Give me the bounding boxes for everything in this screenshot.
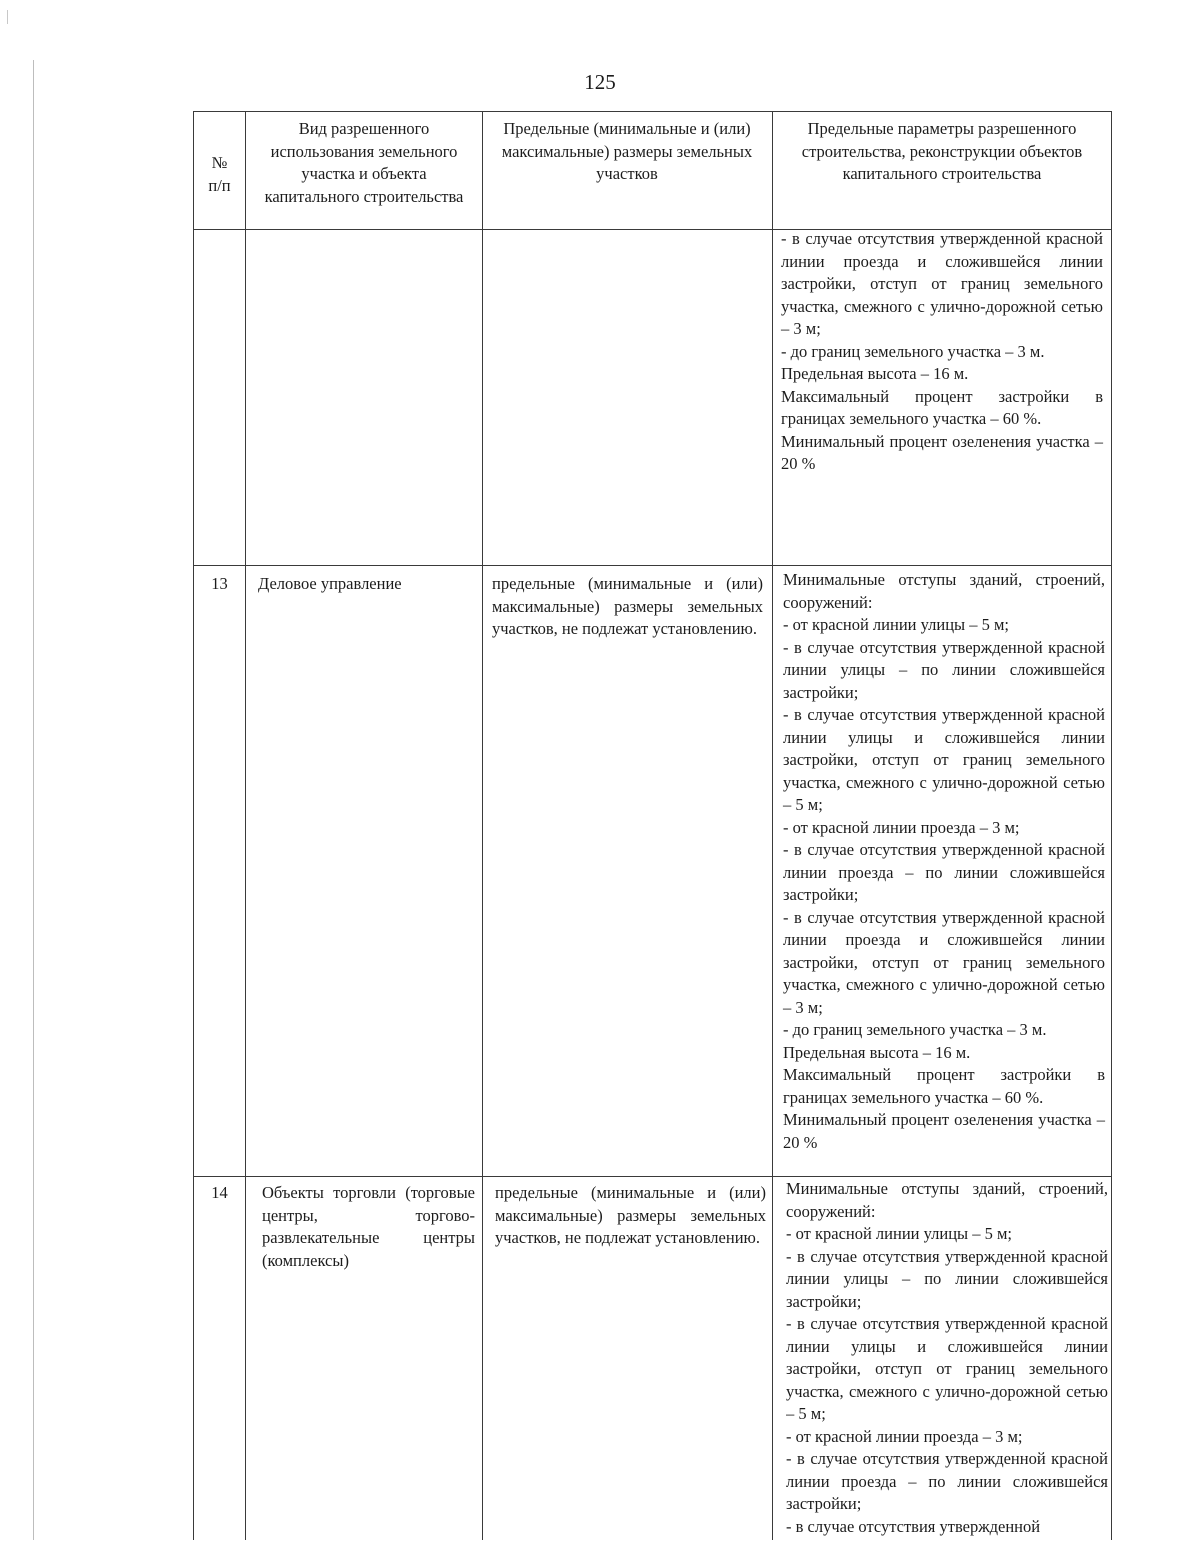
param-line: Максимальный процент застройки в границах земельного участка – 60 %. [783, 1065, 1105, 1107]
param-line: - до границ земельного участка – 3 м. [781, 341, 1045, 361]
table-rule [245, 111, 246, 1540]
param-line: - от красной линии проезда – 3 м; [786, 1426, 1023, 1446]
row-13-plot-size: предельные (минимальные и (или) максимальные) размеры земельных участков, не подлежат установлению. [492, 574, 763, 638]
table-rule [1111, 111, 1112, 1540]
header-number [194, 152, 245, 197]
table-rule [193, 111, 1111, 112]
scan-artifact-mark [7, 10, 8, 24]
header-number-sign: № [211, 153, 228, 172]
params-cell-continued [781, 228, 1103, 476]
header-number-abbrev: п/п [208, 175, 231, 195]
param-line: Минимальные отступы зданий, строений, сооружений: [786, 1179, 1108, 1221]
table-rule [193, 1176, 1111, 1177]
table-rule [772, 111, 773, 1540]
header-build-params: Предельные параметры разрешенного строительства, реконструкции объектов капитального строительства [801, 119, 1083, 183]
param-line: - в случае отсутствия утвержденной [786, 1516, 1041, 1536]
row-13-number: 13 [211, 574, 228, 593]
page-number: 125 [584, 70, 616, 94]
table-rule [193, 565, 1111, 566]
param-line: - в случае отсутствия утвержденной красной линии проезда и сложившейся линии застройки, отступ от границ земельного участка, смежного с улично-дорожной сетью – 3 м; [781, 229, 1103, 338]
scan-page-edge [33, 60, 34, 1540]
row-14-number: 14 [211, 1183, 228, 1202]
param-line: - в случае отсутствия утвержденной красной линии улицы и сложившейся линии застройки, отступ от границ земельного участка, смежного с улично-дорожной сетью – 5 м; [786, 1314, 1108, 1423]
table-rule [482, 111, 483, 1540]
param-line: - в случае отсутствия утвержденной красной линии проезда – по линии сложившейся застройки; [786, 1449, 1108, 1513]
param-line: - от красной линии проезда – 3 м; [783, 817, 1020, 837]
param-line: - от красной линии улицы – 5 м; [786, 1224, 1013, 1243]
row-14-plot-size: предельные (минимальные и (или) максимальные) размеры земельных участков, не подлежат установлению. [495, 1183, 766, 1247]
param-line: Минимальный процент озеленения участка – 20 % [781, 431, 1103, 473]
param-line: - в случае отсутствия утвержденной красной линии проезда и сложившейся линии застройки, отступ от границ земельного участка, смежного с улично-дорожной сетью – 3 м; [783, 907, 1105, 1017]
row-14-use-type: Объекты торговли (торговые центры, торгово-развлекательные центры (комплексы) [262, 1183, 475, 1270]
param-line: Минимальный процент озеленения участка – 20 % [783, 1110, 1105, 1152]
param-line: - в случае отсутствия утвержденной красной линии проезда – по линии сложившейся застройки; [783, 840, 1105, 904]
header-use-type: Вид разрешенного использования земельного участка и объекта капитального строительства [264, 119, 464, 206]
table-rule [193, 111, 194, 1540]
param-line: - в случае отсутствия утвержденной красной линии улицы – по линии сложившейся застройки; [786, 1246, 1108, 1311]
param-line: Минимальные отступы зданий, строений, сооружений: [783, 570, 1105, 612]
param-line: Предельная высота – 16 м. [783, 1042, 971, 1062]
header-plot-size: Предельные (минимальные и (или) максимальные) размеры земельных участков [501, 119, 753, 183]
param-line: Предельная высота – 16 м. [781, 364, 969, 383]
row-13-use-type: Деловое управление [258, 574, 402, 593]
param-line: Максимальный процент застройки в границах земельного участка – 60 %. [781, 386, 1103, 428]
param-line: - в случае отсутствия утвержденной красной линии улицы и сложившейся линии застройки, отступ от границ земельного участка, смежного с улично-дорожной сетью – 5 м; [783, 705, 1105, 814]
row-13-params [783, 569, 1105, 1154]
param-line: - от красной линии улицы – 5 м; [783, 615, 1010, 634]
param-line: - в случае отсутствия утвержденной красной линии улицы – по линии сложившейся застройки; [783, 637, 1105, 702]
param-line: - до границ земельного участка – 3 м. [783, 1020, 1047, 1039]
row-14-params [786, 1178, 1108, 1540]
